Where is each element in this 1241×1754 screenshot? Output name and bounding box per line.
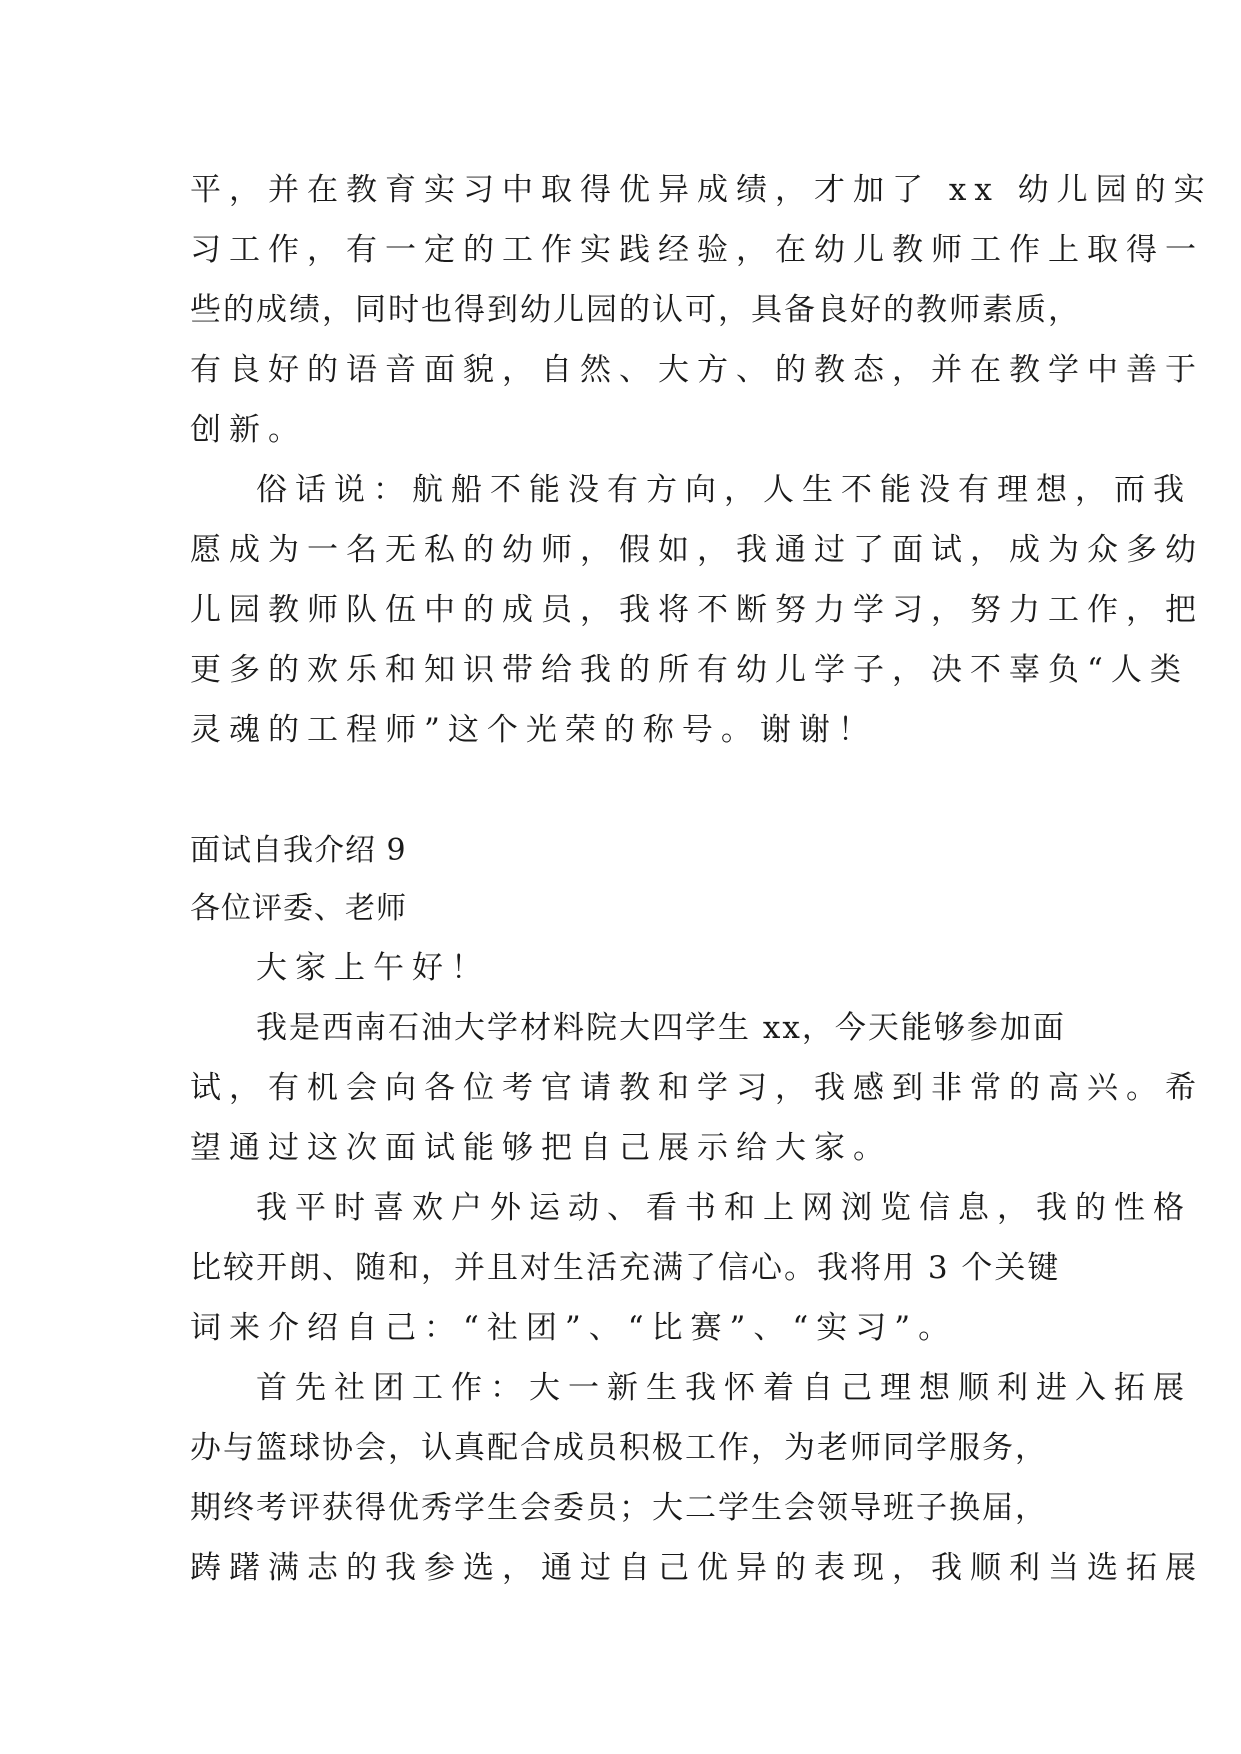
text-line: 我是西南石油大学材料院大四学生 xx，今天能够参加面 [256,1010,1066,1046]
text-line: 我平时喜欢户外运动、看书和上网浏览信息，我的性格 [256,1190,1192,1226]
text-line: 比较开朗、随和，并且对生活充满了信心。我将用 3 个关键 [190,1250,1061,1286]
text-line: 平，并在教育实习中取得优异成绩，才加了 xx 幼儿园的实 [190,172,1213,208]
text-line: 望通过这次面试能够把自己展示给大家。 [190,1130,892,1166]
text-line: 首先社团工作：大一新生我怀着自己理想顺利进入拓展 [256,1370,1192,1406]
text-line: 更多的欢乐和知识带给我的所有幼儿学子，决不辜负“人类 [190,652,1189,688]
text-line: 习工作，有一定的工作实践经验，在幼儿教师工作上取得一 [190,232,1204,268]
text-line: 词来介绍自己：“社团”、“比赛”、“实习”。 [190,1310,958,1346]
text-line: 愿成为一名无私的幼师，假如，我通过了面试，成为众多幼 [190,532,1204,568]
salutation: 各位评委、老师 [190,891,407,926]
text-line: 有良好的语音面貌，自然、大方、的教态，并在教学中善于 [190,352,1204,388]
text-line: 期终考评获得优秀学生会委员；大二学生会领导班子换届， [190,1490,1048,1526]
greeting: 大家上午好！ [256,950,490,986]
text-line: 灵魂的工程师”这个光荣的称号。谢谢！ [190,712,877,748]
paragraph-continuation [190,160,1213,460]
text-line: 儿园教师队伍中的成员，我将不断努力学习，努力工作，把 [190,592,1204,628]
text-line: 创新。 [190,412,307,448]
paragraph-closing [190,460,1204,760]
section-heading: 面试自我介绍 9 [190,833,407,868]
paragraph-club-work [190,1358,1204,1598]
text-line: 试，有机会向各位考官请教和学习，我感到非常的高兴。希 [190,1070,1204,1106]
document-body [190,160,1213,1598]
section-gap [190,760,1060,822]
paragraph-hobbies [190,1178,1192,1358]
text-line: 俗话说：航船不能没有方向，人生不能没有理想，而我 [256,472,1192,508]
paragraph-self-intro [190,998,1204,1178]
text-line: 些的成绩，同时也得到幼儿园的认可，具备良好的教师素质， [190,292,1081,328]
text-line: 踌躇满志的我参选，通过自己优异的表现，我顺利当选拓展 [190,1550,1204,1586]
text-line: 办与篮球协会，认真配合成员积极工作，为老师同学服务， [190,1430,1048,1466]
